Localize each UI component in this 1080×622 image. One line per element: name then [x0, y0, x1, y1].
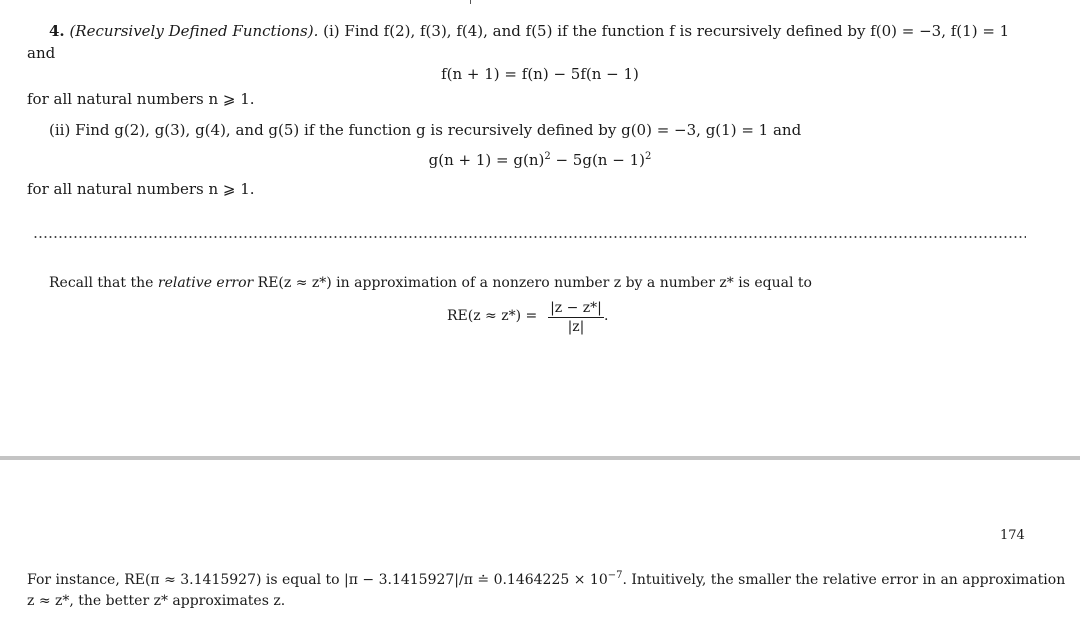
recurrence-formula-f: f(n + 1) = f(n) − 5f(n − 1)	[441, 65, 639, 83]
for-all-natural-f: for all natural numbers n ⩾ 1.	[27, 90, 255, 108]
fraction-numerator: |z − z*|	[550, 300, 602, 316]
relative-error-fraction	[548, 300, 604, 335]
problem-number: 4.	[49, 22, 65, 40]
page-number: 174	[1000, 528, 1025, 543]
formula-period: .	[604, 308, 609, 324]
relative-error-lhs: RE(z ≈ z*) =	[447, 308, 538, 324]
problem-title: (Recursively Defined Functions).	[69, 22, 319, 40]
relative-error-term: relative error	[157, 275, 254, 291]
problem-and: and	[27, 44, 56, 62]
problem-part1-intro: (i) Find f(2), f(3), f(4), and f(5) if the function f is recursively defined by f(0) = −3, f(1) = 1	[323, 22, 1010, 40]
instance-line-2: z ≈ z*, the better z* approximates z.	[27, 593, 286, 609]
fraction-bar	[548, 317, 604, 318]
instance-line-1: For instance, RE(π ≈ 3.1415927) is equal to |π − 3.1415927|/π ≐ $0.1464225 \times 10^{-7}$. Intuitively, the smaller the relative error in an approximation	[27, 570, 1066, 588]
for-all-natural-g: for all natural numbers n ⩾ 1.	[27, 180, 255, 198]
problem-part2-intro: (ii) Find g(2), g(3), g(4), and g(5) if the function g is recursively defined by g(0) = −3, g(1) = 1 and	[49, 121, 802, 139]
problem-heading-line	[49, 22, 1009, 40]
dotted-separator	[33, 236, 1026, 238]
recall-sentence: Recall that the relative error RE(z ≈ z*) in approximation of a nonzero number z by a number z* is equal to	[49, 275, 812, 291]
page-top-tick	[470, 0, 471, 4]
recurrence-formula-g: $g(n + 1) = g(n)^2 - 5g(n - 1)^2$	[428, 151, 652, 169]
fraction-denominator: |z|	[567, 319, 585, 335]
